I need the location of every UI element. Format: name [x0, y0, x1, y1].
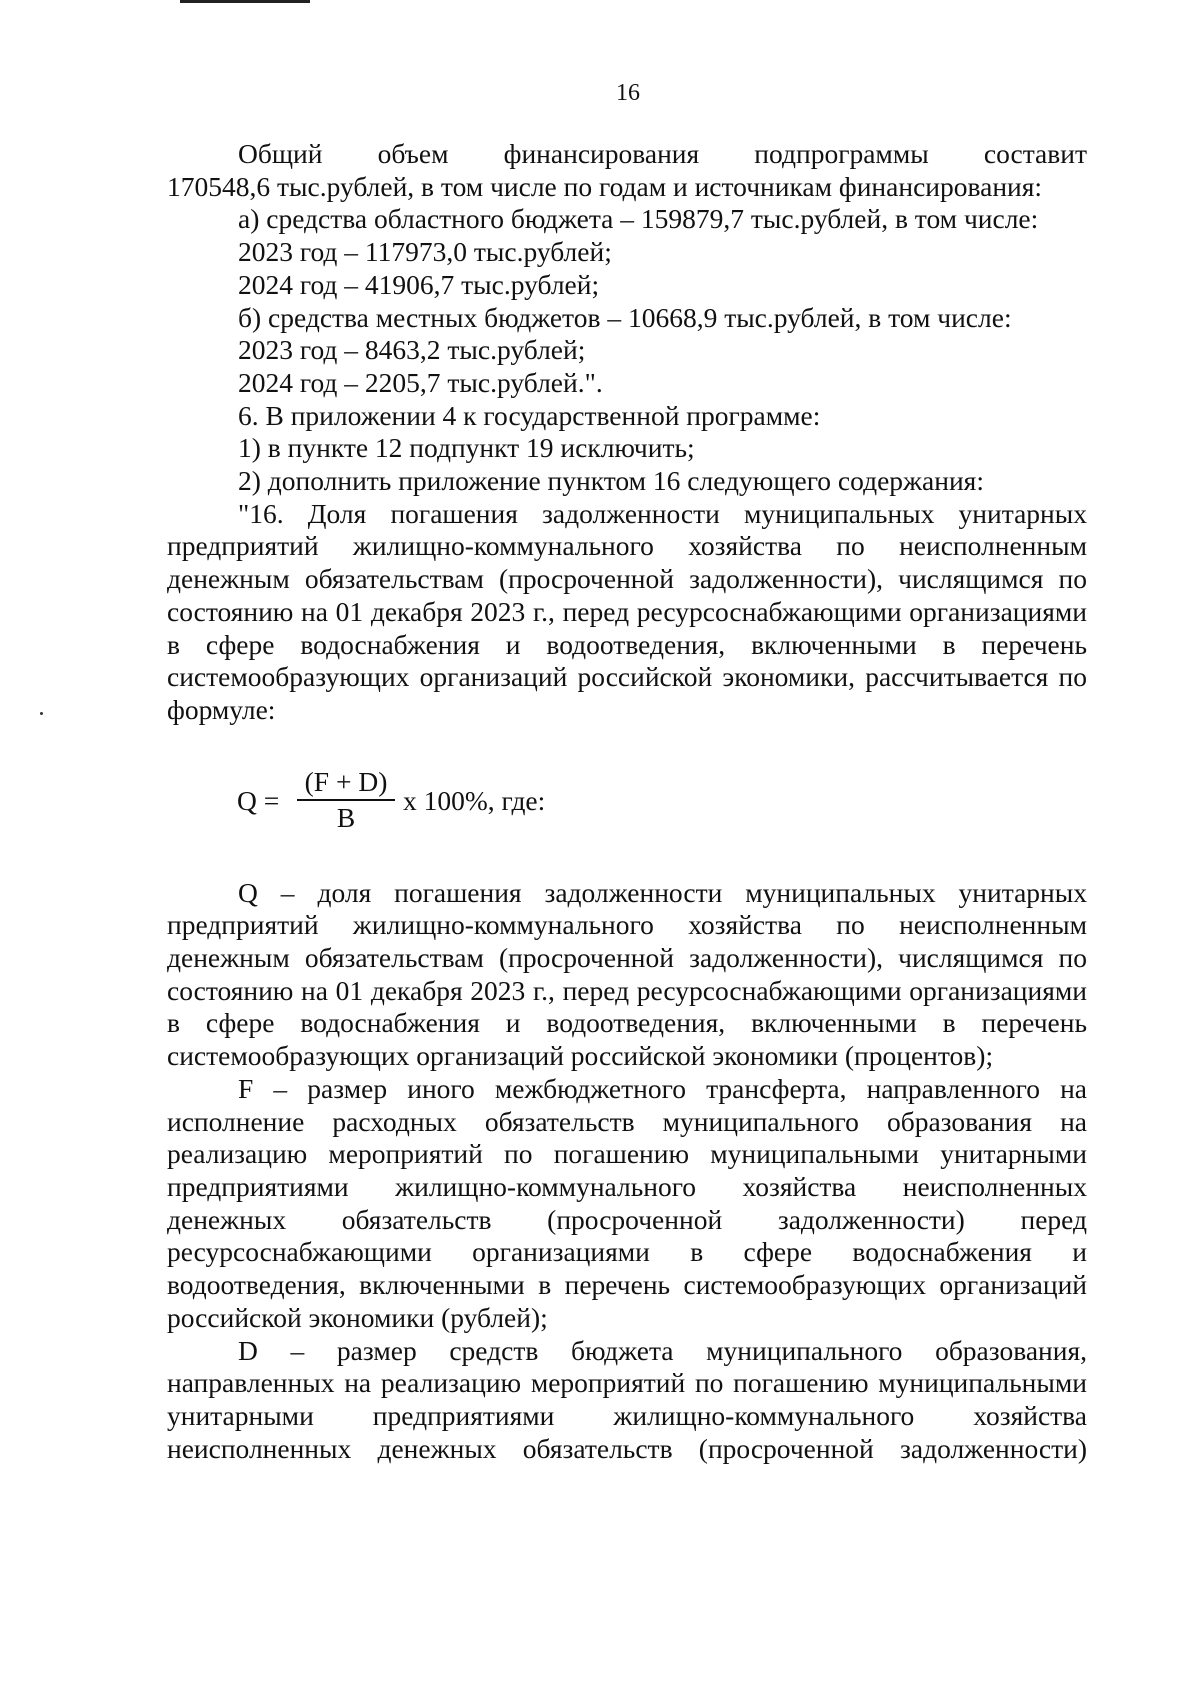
- item-6-heading: 6. В приложении 4 к государственной программе:: [238, 399, 821, 431]
- formula-denominator: B: [336, 801, 356, 833]
- fraction-bar: [297, 799, 395, 801]
- formula-fraction: [297, 767, 395, 833]
- paragraph-16: "16. Доля погашения задолженности муниципальных унитарных предприятий жилищно-коммунального хозяйства по неисполненным денежным обязательствам (просроченной задолженности), числящимся по состоянию на 01 декабря 2023 г., перед ресурсоснабжающими организациями в сфере водоснабжения и водоотведения, включенными в перечень системообразующих организаций российской экономики, рассчитывается по формуле:: [167, 497, 1087, 725]
- regional-2023-line: 2023 год – 117973,0 тыс.рублей;: [238, 236, 612, 268]
- subitem-1: 1) в пункте 12 подпункт 19 исключить;: [238, 432, 695, 464]
- page-number: 16: [616, 80, 640, 106]
- funding-intro-line: Общий объем финансирования подпрограммы составит: [238, 138, 1087, 169]
- regional-budget-line: а) средства областного бюджета – 159879,7 тыс.рублей, в том числе:: [238, 203, 1039, 235]
- definition-d: D – размер средств бюджета муниципального образования, направленных на реализацию мероприятий по погашению муниципальными унитарными предприятиями жилищно-коммунального хозяйства неисполненных денежных обязательств (просроченной задолженности): [167, 1334, 1087, 1464]
- scan-speck: [40, 712, 43, 715]
- definition-f: F – размер иного межбюджетного трансферта, направленного на исполнение расходных обязательств муниципального образования на реализацию мероприятий по погашению муниципальными унитарными предприятиями жилищно-коммунального хозяйства неисполненных денежных обязательств (просроченной задолженности) перед ресурсоснабжающими организациями в сфере водоснабжения и водоотведения, включенными в перечень системообразующих организаций российской экономики (рублей);: [167, 1072, 1087, 1333]
- local-budget-line: б) средства местных бюджетов – 10668,9 тыс.рублей, в том числе:: [238, 301, 1012, 333]
- subitem-2: 2) дополнить приложение пунктом 16 следующего содержания:: [238, 465, 984, 497]
- local-2024-line: 2024 год – 2205,7 тыс.рублей.".: [238, 366, 603, 398]
- formula-numerator: (F + D): [304, 765, 388, 797]
- funding-total-line: 170548,6 тыс.рублей, в том числе по годам и источникам финансирования:: [167, 170, 1043, 202]
- top-edge-rule: [180, 0, 310, 3]
- regional-2024-line: 2024 год – 41906,7 тыс.рублей;: [238, 268, 600, 300]
- local-2023-line: 2023 год – 8463,2 тыс.рублей;: [238, 334, 586, 366]
- document-body: [167, 138, 1087, 1465]
- definition-q: Q – доля погашения задолженности муниципальных унитарных предприятий жилищно-коммунального хозяйства по неисполненным денежным обязательствам (просроченной задолженности), числящимся по состоянию на 01 декабря 2023 г., перед ресурсоснабжающими организациями в сфере водоснабжения и водоотведения, включенными в перечень системообразующих организаций российской экономики (процентов);: [167, 876, 1087, 1072]
- formula-rest: х 100%, где:: [403, 784, 546, 816]
- formula-lhs: Q =: [237, 784, 280, 816]
- formula: [167, 727, 1087, 877]
